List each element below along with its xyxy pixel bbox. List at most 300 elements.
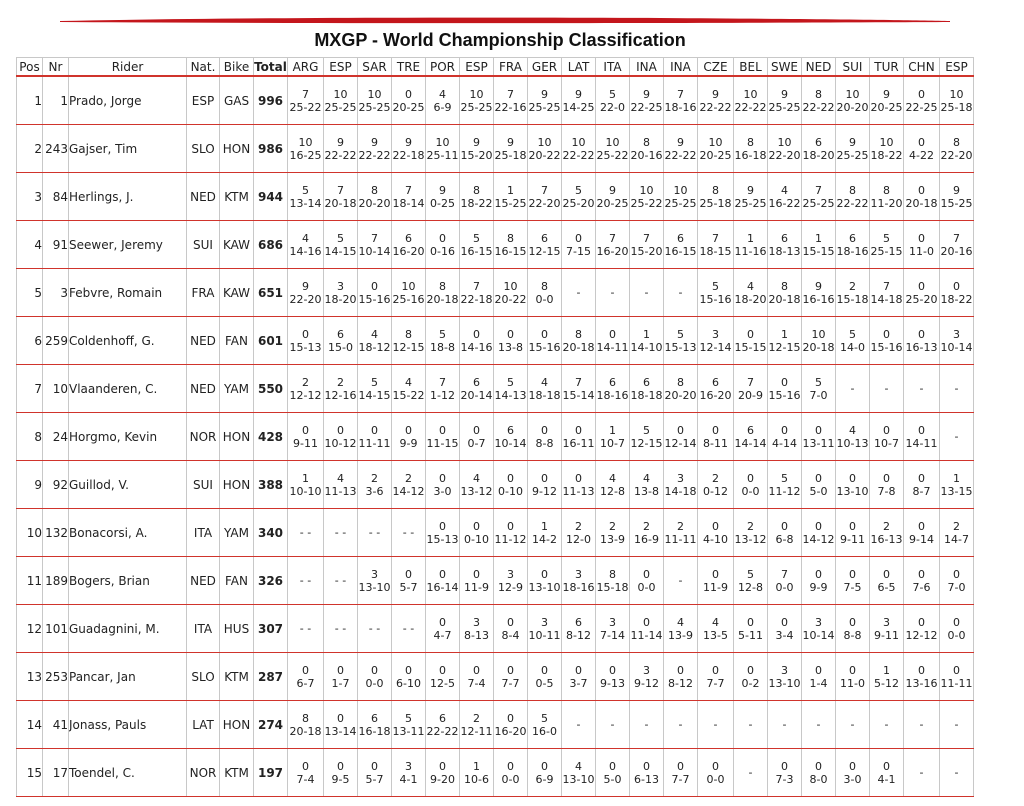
race-result-cell (528, 173, 562, 221)
race-result-cell (358, 269, 392, 317)
moto-scores: 5-11 (738, 628, 763, 642)
number-cell: 243 (43, 125, 69, 173)
race-result-cell (836, 365, 870, 413)
number-cell: 101 (43, 605, 69, 653)
column-header-total[interactable]: Total (254, 58, 288, 77)
moto-scores: 13-12 (460, 484, 493, 498)
race-result-cell (870, 605, 904, 653)
total-points-cell: 274 (254, 701, 288, 749)
bike-cell: KAW (220, 221, 254, 269)
race-points: 0 (439, 231, 446, 245)
total-points-cell: 307 (254, 605, 288, 653)
nationality-cell: NED (187, 317, 220, 365)
moto-scores: 4-14 (772, 436, 797, 450)
moto-scores: - - (368, 526, 381, 539)
race-points: 9 (302, 279, 309, 293)
race-points: 9 (883, 87, 890, 101)
moto-scores: 6-13 (634, 772, 659, 786)
race-points: 3 (371, 567, 378, 581)
race-result-cell (698, 605, 734, 653)
race-points: 0 (953, 663, 960, 677)
race-points: 10 (333, 87, 348, 101)
moto-scores: 15-25 (940, 196, 973, 210)
rider-name-cell[interactable]: Herlings, J. (69, 173, 187, 221)
rider-name-cell[interactable]: Horgmo, Kevin (69, 413, 187, 461)
race-result-cell (664, 76, 698, 125)
moto-scores: 4-1 (399, 772, 418, 786)
moto-scores: 25-20 (905, 292, 938, 306)
race-points: 0 (815, 759, 822, 773)
race-result-cell (664, 509, 698, 557)
rider-name-cell[interactable]: Bogers, Brian (69, 557, 187, 605)
race-result-cell (768, 413, 802, 461)
rider-name-cell[interactable]: Jonass, Pauls (69, 701, 187, 749)
race-result-cell (358, 557, 392, 605)
race-points: 2 (883, 519, 890, 533)
total-points-cell: 326 (254, 557, 288, 605)
race-points: 4 (747, 279, 754, 293)
column-header-race[interactable]: SWE (768, 58, 802, 77)
race-result-cell (562, 605, 596, 653)
moto-scores: 25-22 (596, 148, 629, 162)
moto-scores: 5-7 (365, 772, 384, 786)
race-result-cell (562, 317, 596, 365)
rider-name-cell[interactable]: Bonacorsi, A. (69, 509, 187, 557)
race-result-cell (596, 221, 630, 269)
race-points: 0 (439, 663, 446, 677)
race-points: 10 (708, 135, 723, 149)
moto-scores: 12-15 (528, 244, 561, 258)
race-points: 0 (918, 279, 925, 293)
race-result-cell (528, 76, 562, 125)
table-row[interactable] (17, 413, 974, 461)
race-points: 1 (883, 663, 890, 677)
moto-scores: 25-18 (940, 100, 973, 114)
race-result-cell (288, 125, 324, 173)
total-points-cell: 428 (254, 413, 288, 461)
table-row[interactable] (17, 701, 974, 749)
race-result-cell (698, 509, 734, 557)
moto-scores: - (954, 766, 959, 779)
race-result-cell (802, 173, 836, 221)
table-row[interactable] (17, 509, 974, 557)
moto-scores: 25-18 (494, 148, 527, 162)
race-result-cell (698, 557, 734, 605)
race-points: 5 (541, 711, 548, 725)
race-result-cell (324, 605, 358, 653)
race-points: 7 (747, 375, 754, 389)
race-points: 10 (401, 279, 416, 293)
column-header-rider[interactable]: Rider (69, 58, 187, 77)
race-points: 10 (879, 135, 894, 149)
moto-scores: 22-18 (460, 292, 493, 306)
race-points: 0 (953, 615, 960, 629)
race-result-cell (392, 749, 426, 797)
race-result-cell (494, 461, 528, 509)
table-row[interactable] (17, 125, 974, 173)
moto-scores: 22-22 (802, 100, 835, 114)
moto-scores: 0-7 (467, 436, 486, 450)
race-result-cell (836, 605, 870, 653)
moto-scores: 7-4 (296, 772, 315, 786)
column-header-race[interactable]: ESP (940, 58, 974, 77)
race-result-cell (596, 173, 630, 221)
race-result-cell (698, 173, 734, 221)
position-cell: 5 (17, 269, 43, 317)
moto-scores: 7-7 (706, 676, 725, 690)
moto-scores: - (678, 286, 683, 299)
moto-scores: 22-18 (392, 148, 425, 162)
race-result-cell (528, 701, 562, 749)
race-result-cell (426, 749, 460, 797)
race-result-cell (460, 509, 494, 557)
race-result-cell (630, 76, 664, 125)
race-result-cell (460, 269, 494, 317)
table-row[interactable] (17, 76, 974, 125)
position-cell: 10 (17, 509, 43, 557)
moto-scores: 16-15 (460, 244, 493, 258)
table-row[interactable] (17, 749, 974, 797)
column-header-race[interactable]: GER (528, 58, 562, 77)
column-header-race[interactable]: ESP (460, 58, 494, 77)
moto-scores: 11-11 (664, 532, 697, 546)
race-result-cell (358, 365, 392, 413)
race-points: 3 (781, 663, 788, 677)
moto-scores: 18-20 (324, 292, 357, 306)
moto-scores: 13-15 (940, 484, 973, 498)
column-header-race[interactable]: FRA (494, 58, 528, 77)
race-result-cell (836, 125, 870, 173)
race-points: 9 (405, 135, 412, 149)
moto-scores: 18-16 (836, 244, 869, 258)
race-result-cell (358, 413, 392, 461)
race-points: 0 (371, 759, 378, 773)
moto-scores: 16-20 (699, 388, 732, 402)
race-result-cell (904, 749, 940, 797)
number-cell: 253 (43, 653, 69, 701)
race-points: 0 (781, 615, 788, 629)
race-points: 5 (643, 423, 650, 437)
race-points: 9 (781, 87, 788, 101)
race-points: 2 (849, 279, 856, 293)
race-points: 4 (473, 471, 480, 485)
red-brush-stroke (60, 16, 950, 24)
race-result-cell (392, 76, 426, 125)
race-result-cell (836, 653, 870, 701)
bike-cell: KTM (220, 749, 254, 797)
column-header-race[interactable]: CZE (698, 58, 734, 77)
rider-name-cell[interactable]: Vlaanderen, C. (69, 365, 187, 413)
moto-scores: 8-8 (843, 628, 862, 642)
race-result-cell (870, 365, 904, 413)
race-result-cell (904, 509, 940, 557)
moto-scores: 20-18 (802, 340, 835, 354)
moto-scores: 10-14 (802, 628, 835, 642)
moto-scores: 11-0 (840, 676, 865, 690)
race-result-cell (324, 557, 358, 605)
column-header-race[interactable]: SAR (358, 58, 392, 77)
race-points: 7 (337, 183, 344, 197)
table-row[interactable] (17, 269, 974, 317)
race-result-cell (392, 317, 426, 365)
race-points: 6 (781, 231, 788, 245)
moto-scores: 15-16 (699, 292, 732, 306)
race-points: 0 (507, 519, 514, 533)
race-result-cell (768, 605, 802, 653)
race-result-cell (768, 269, 802, 317)
moto-scores: 11-11 (358, 436, 391, 450)
race-points: 7 (953, 231, 960, 245)
race-result-cell (904, 461, 940, 509)
table-row[interactable] (17, 653, 974, 701)
race-points: 5 (781, 471, 788, 485)
column-header-race[interactable]: INA (664, 58, 698, 77)
race-result-cell (494, 413, 528, 461)
race-points: 9 (473, 135, 480, 149)
moto-scores: 16-22 (768, 196, 801, 210)
moto-scores: 13-11 (802, 436, 835, 450)
race-result-cell (494, 509, 528, 557)
table-body (17, 76, 974, 797)
race-result-cell (664, 221, 698, 269)
number-cell: 132 (43, 509, 69, 557)
column-header-race[interactable]: POR (426, 58, 460, 77)
race-result-cell (494, 701, 528, 749)
moto-scores: 16-13 (905, 340, 938, 354)
column-header-race[interactable]: CHN (904, 58, 940, 77)
race-points: 4 (575, 759, 582, 773)
race-result-cell (528, 269, 562, 317)
race-points: 0 (953, 279, 960, 293)
table-row[interactable] (17, 365, 974, 413)
rider-name-cell[interactable]: Febvre, Romain (69, 269, 187, 317)
nationality-cell: NOR (187, 413, 220, 461)
number-cell: 41 (43, 701, 69, 749)
race-result-cell (734, 269, 768, 317)
race-points: 2 (575, 519, 582, 533)
moto-scores: 9-12 (532, 484, 557, 498)
race-points: 8 (473, 183, 480, 197)
moto-scores: 14-2 (532, 532, 557, 546)
race-result-cell (358, 461, 392, 509)
race-points: 0 (575, 423, 582, 437)
rider-name-cell[interactable]: Toendel, C. (69, 749, 187, 797)
moto-scores: 8-11 (703, 436, 728, 450)
race-result-cell (460, 749, 494, 797)
moto-scores: 25-25 (460, 100, 493, 114)
race-result-cell (802, 125, 836, 173)
moto-scores: 14-10 (630, 340, 663, 354)
race-points: 2 (371, 471, 378, 485)
rider-name-cell[interactable]: Pancar, Jan (69, 653, 187, 701)
moto-scores: 25-25 (664, 196, 697, 210)
race-result-cell (940, 173, 974, 221)
moto-scores: 1-4 (809, 676, 828, 690)
race-points: 8 (405, 327, 412, 341)
race-points: 8 (643, 135, 650, 149)
rider-name-cell[interactable]: Coldenhoff, G. (69, 317, 187, 365)
moto-scores: 9-5 (331, 772, 350, 786)
rider-name-cell[interactable]: Seewer, Jeremy (69, 221, 187, 269)
column-header-nat[interactable]: Nat. (187, 58, 220, 77)
race-result-cell (940, 221, 974, 269)
moto-scores: 11-9 (703, 580, 728, 594)
race-result-cell (802, 317, 836, 365)
race-result-cell (768, 76, 802, 125)
total-points-cell: 651 (254, 269, 288, 317)
race-points: 6 (643, 375, 650, 389)
column-header-race[interactable]: LAT (562, 58, 596, 77)
moto-scores: - (850, 718, 855, 731)
table-row[interactable] (17, 221, 974, 269)
number-cell: 259 (43, 317, 69, 365)
race-result-cell (596, 461, 630, 509)
column-header-race[interactable]: NED (802, 58, 836, 77)
total-points-cell: 340 (254, 509, 288, 557)
moto-scores: 25-25 (768, 100, 801, 114)
race-points: 0 (507, 711, 514, 725)
moto-scores: - (884, 382, 889, 395)
race-points: 0 (815, 663, 822, 677)
table-row[interactable] (17, 317, 974, 365)
race-result-cell (494, 653, 528, 701)
moto-scores: 20-16 (630, 148, 663, 162)
race-points: 0 (849, 567, 856, 581)
race-result-cell (698, 413, 734, 461)
race-result-cell (528, 221, 562, 269)
race-result-cell (768, 557, 802, 605)
moto-scores: 11-12 (494, 532, 527, 546)
race-points: 4 (439, 87, 446, 101)
race-points: 10 (469, 87, 484, 101)
race-points: 1 (541, 519, 548, 533)
column-header-race[interactable]: INA (630, 58, 664, 77)
race-result-cell (870, 509, 904, 557)
race-result-cell (288, 605, 324, 653)
moto-scores: 1-7 (331, 676, 350, 690)
column-header-race[interactable]: TUR (870, 58, 904, 77)
race-points: 0 (439, 567, 446, 581)
race-points: 10 (949, 87, 964, 101)
race-result-cell (392, 509, 426, 557)
race-result-cell (562, 413, 596, 461)
moto-scores: 8-4 (501, 628, 520, 642)
race-result-cell (562, 221, 596, 269)
rider-name-cell[interactable]: Guillod, V. (69, 461, 187, 509)
moto-scores: 14-18 (870, 292, 903, 306)
moto-scores: 15-13 (426, 532, 459, 546)
column-header-race[interactable]: BEL (734, 58, 768, 77)
race-points: 10 (571, 135, 586, 149)
race-points: 0 (918, 663, 925, 677)
race-points: 0 (918, 567, 925, 581)
race-points: 0 (883, 423, 890, 437)
moto-scores: 8-0 (809, 772, 828, 786)
table-row[interactable] (17, 461, 974, 509)
race-result-cell (392, 557, 426, 605)
table-row[interactable] (17, 557, 974, 605)
race-result-cell (288, 317, 324, 365)
race-points: 6 (371, 711, 378, 725)
race-result-cell (940, 413, 974, 461)
moto-scores: 22-22 (664, 148, 697, 162)
race-result-cell (870, 125, 904, 173)
race-points: 7 (712, 231, 719, 245)
race-points: 5 (712, 279, 719, 293)
moto-scores: 11-20 (870, 196, 903, 210)
race-points: 0 (439, 519, 446, 533)
race-result-cell (288, 221, 324, 269)
moto-scores: - (678, 718, 683, 731)
column-header-race[interactable]: SUI (836, 58, 870, 77)
position-cell: 4 (17, 221, 43, 269)
race-result-cell (288, 461, 324, 509)
position-cell: 9 (17, 461, 43, 509)
column-header-race[interactable]: ARG (288, 58, 324, 77)
column-header-bike[interactable]: Bike (220, 58, 254, 77)
column-header-nr[interactable]: Nr (43, 58, 69, 77)
moto-scores: 25-25 (324, 100, 357, 114)
moto-scores: 22-22 (426, 724, 459, 738)
total-points-cell: 388 (254, 461, 288, 509)
race-points: 0 (712, 759, 719, 773)
moto-scores: - (919, 382, 924, 395)
race-points: 10 (639, 183, 654, 197)
moto-scores: 12-15 (630, 436, 663, 450)
race-points: 0 (849, 471, 856, 485)
race-points: 4 (712, 615, 719, 629)
race-points: 10 (811, 327, 826, 341)
race-points: 3 (337, 279, 344, 293)
race-result-cell (802, 749, 836, 797)
column-header-pos[interactable]: Pos (17, 58, 43, 77)
race-points: 2 (337, 375, 344, 389)
column-header-race[interactable]: TRE (392, 58, 426, 77)
number-cell: 91 (43, 221, 69, 269)
race-result-cell (392, 221, 426, 269)
race-result-cell (596, 413, 630, 461)
race-result-cell (324, 701, 358, 749)
rider-name-cell[interactable]: Prado, Jorge (69, 76, 187, 125)
race-result-cell (940, 605, 974, 653)
moto-scores: 8-8 (535, 436, 554, 450)
race-result-cell (940, 461, 974, 509)
race-result-cell (494, 221, 528, 269)
race-points: 1 (953, 471, 960, 485)
race-result-cell (734, 365, 768, 413)
race-points: 5 (439, 327, 446, 341)
race-result-cell (288, 173, 324, 221)
column-header-race[interactable]: ITA (596, 58, 630, 77)
table-row[interactable] (17, 173, 974, 221)
moto-scores: - - (402, 622, 415, 635)
race-points: 0 (918, 231, 925, 245)
race-result-cell (802, 413, 836, 461)
rider-name-cell[interactable]: Guadagnini, M. (69, 605, 187, 653)
column-header-race[interactable]: ESP (324, 58, 358, 77)
moto-scores: 10-7 (874, 436, 899, 450)
moto-scores: 16-9 (634, 532, 659, 546)
moto-scores: 16-15 (664, 244, 697, 258)
moto-scores: 25-22 (630, 196, 663, 210)
rider-name-cell[interactable]: Gajser, Tim (69, 125, 187, 173)
race-result-cell (426, 605, 460, 653)
bike-cell: HON (220, 125, 254, 173)
moto-scores: 22-22 (699, 100, 732, 114)
race-points: 0 (541, 759, 548, 773)
table-row[interactable] (17, 605, 974, 653)
moto-scores: 8-7 (912, 484, 931, 498)
